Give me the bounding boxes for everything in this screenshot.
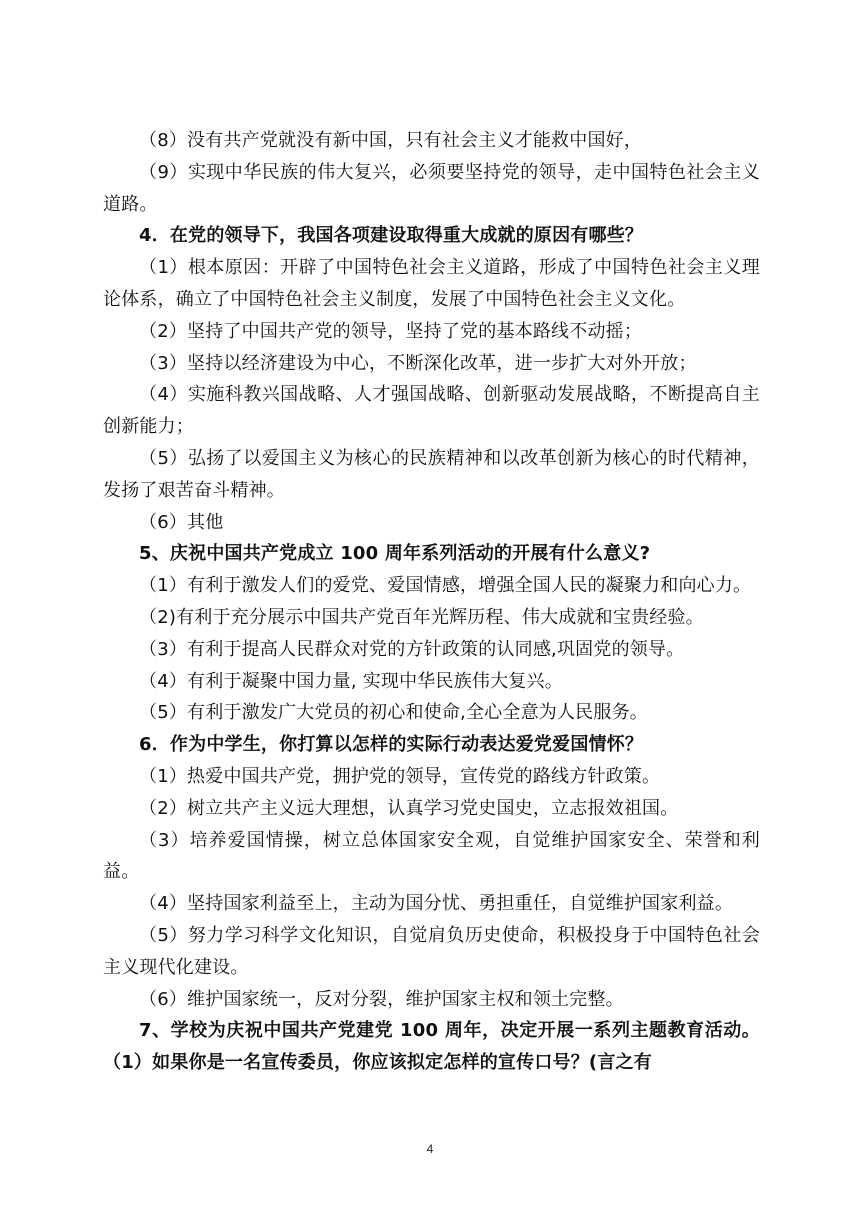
paragraph: （5）弘扬了以爱国主义为核心的民族精神和以改革创新为核心的时代精神，发扬了艰苦奋斗精神。 bbox=[103, 447, 760, 501]
paragraph: （9）实现中华民族的伟大复兴，必须要坚持党的领导，走中国特色社会主义道路。 bbox=[103, 161, 760, 215]
paragraph: （2）树立共产主义远大理想，认真学习党史国史，立志报效祖国。 bbox=[139, 797, 679, 819]
paragraph: （1）根本原因：开辟了中国特色社会主义道路，形成了中国特色社会主义理论体系，确立了中国特色社会主义制度，发展了中国特色社会主义文化。 bbox=[103, 257, 760, 310]
paragraph: （3）有利于提高人民群众对党的方针政策的认同感,巩固党的领导。 bbox=[139, 638, 685, 660]
document-body bbox=[103, 125, 760, 1079]
paragraph: （4）实施科教兴国战略、人才强国战略、创新驱动发展战略，不断提高自主创新能力； bbox=[103, 384, 760, 438]
question-heading: 5、庆祝中国共产党成立 100 周年系列活动的开展有什么意义? bbox=[139, 543, 651, 565]
paragraph: （8）没有共产党就没有新中国，只有社会主义才能救中国好， bbox=[139, 130, 643, 151]
paragraph: （4）有利于凝聚中国力量, 实现中华民族伟大复兴。 bbox=[139, 670, 563, 692]
paragraph: （2)有利于充分展示中国共产党百年光辉历程、伟大成就和宝贵经验。 bbox=[139, 606, 704, 628]
paragraph: （3）坚持以经济建设为中心，不断深化改革，进一步扩大对外开放； bbox=[139, 352, 697, 374]
paragraph: （1）热爱中国共产党，拥护党的领导，宣传党的路线方针政策。 bbox=[139, 765, 661, 787]
paragraph: （5）努力学习科学文化知识，自觉肩负历史使命，积极投身于中国特色社会主义现代化建设。 bbox=[103, 924, 760, 978]
paragraph: （6）其他 bbox=[139, 511, 224, 533]
question-heading: 4．在党的领导下，我国各项建设取得重大成就的原因有哪些？ bbox=[139, 225, 644, 247]
paragraph: （5）有利于激发广大党员的初心和使命,全心全意为人民服务。 bbox=[139, 702, 648, 724]
paragraph: （6）维护国家统一，反对分裂，维护国家主权和领土完整。 bbox=[139, 988, 624, 1010]
paragraph: （3）培养爱国情操，树立总体国家安全观，自觉维护国家安全、荣誉和利益。 bbox=[103, 829, 760, 883]
paragraph: （2）坚持了中国共产党的领导，坚持了党的基本路线不动摇； bbox=[139, 320, 643, 342]
question-heading: 6．作为中学生，你打算以怎样的实际行动表达爱党爱国情怀？ bbox=[139, 734, 644, 756]
paragraph: （1）有利于激发人们的爱党、爱国情感，增强全国人民的凝聚力和向心力。 bbox=[139, 575, 752, 597]
paragraph: （4）坚持国家利益至上，主动为国分忧、勇担重任，自觉维护国家利益。 bbox=[139, 893, 734, 915]
page-number: 4 bbox=[426, 1142, 434, 1156]
question-heading: 7、学校为庆祝中国共产党建党 100 周年，决定开展一系列主题教育活动。（1）如果你是一名宣传委员，你应该拟定怎样的宣传口号？(言之有 bbox=[103, 1020, 760, 1074]
